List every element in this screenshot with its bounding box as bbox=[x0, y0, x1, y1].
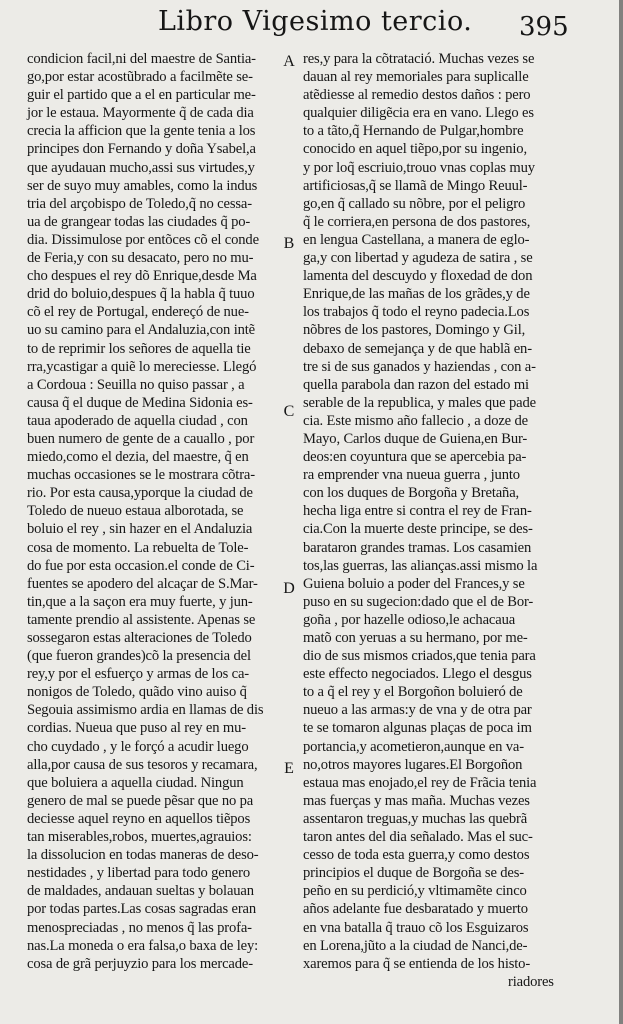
text-line: mas fuerças y mas maña. Muchas vezes bbox=[303, 792, 530, 809]
left-text-column bbox=[27, 50, 287, 973]
text-line: go,por estar acostũbrado a facilmẽte se- bbox=[27, 69, 253, 86]
text-line: puso en su sugecion:dado que el de Bor- bbox=[303, 593, 534, 610]
text-line: crecia la afficion que la gente tenia a los bbox=[27, 123, 256, 140]
text-line: ra emprender vna nueua guerra , junto bbox=[303, 467, 520, 484]
text-line: te se tomaron algunas plaças de poca im bbox=[303, 720, 532, 737]
text-line: deciesse aquel reyno en aquellos tiẽpos bbox=[27, 810, 251, 827]
text-line: de maldades, andauan sueltas y bolauan bbox=[27, 883, 254, 900]
text-line: hecha liga entre si contra el rey de Fran- bbox=[303, 503, 532, 520]
text-line: lamenta del descuydo y floxedad de don bbox=[303, 268, 533, 285]
text-line: muchas occasiones se le mostrara cõtra- bbox=[27, 467, 255, 484]
text-line: miedo,como el dezia, del maestre, q̃ en bbox=[27, 449, 249, 466]
text-line: to de reprimir los señores de aquella tie bbox=[27, 340, 251, 357]
text-line: matõ con yeruas a su hermano, por me- bbox=[303, 630, 528, 646]
text-line: go,en q̃ callado su nõbre, por el peligro bbox=[303, 195, 526, 212]
text-line: alla,por causa de sus tesoros y recamara, bbox=[27, 756, 258, 773]
text-line: nueuo a las armas:y de vna y de otra par bbox=[303, 702, 532, 719]
catchword-wrap bbox=[508, 973, 578, 991]
text-line: tria del arçobispo de Toledo,q̃ no cessa- bbox=[27, 195, 252, 212]
text-line: tin,que a la saçon era muy fuerte, y jun- bbox=[27, 593, 253, 610]
text-line: cosa de momento. La rebuelta de Tole- bbox=[27, 539, 249, 556]
text-line: xaremos para q̃ se entienda de los histo- bbox=[303, 955, 531, 972]
margin-marker-d: D bbox=[283, 580, 295, 597]
text-line: estaua mas enojado,el rey de Frãcia tenia bbox=[303, 774, 537, 791]
text-line: menospreciadas , no menos q̃ las profa- bbox=[27, 919, 252, 936]
text-line: Guiena boluio a poder del Frances,y se bbox=[303, 575, 525, 592]
text-line: que boluiera a aquella ciudad. Ningun bbox=[27, 774, 244, 791]
text-line: cho cuydado , y le forçó a acudir luego bbox=[27, 738, 249, 755]
text-line: cosa de grã perjuyzio para los mercade- bbox=[27, 955, 253, 972]
text-line: boluio el rey , sin hazer en el Andaluzia bbox=[27, 521, 253, 538]
text-line: dio de sus mismos criados,que tenia para bbox=[303, 648, 536, 665]
page-header bbox=[0, 4, 623, 44]
text-line: quella parabola dan razon del estado mi bbox=[303, 376, 529, 393]
text-line: portancia,y acometieron,aunque en va- bbox=[303, 738, 524, 755]
text-line: ser de suyo muy amables, como la indus bbox=[27, 177, 258, 194]
text-line: de Feria,y con su desacato, pero no mu- bbox=[27, 250, 254, 267]
text-line: cia.Con la muerte deste principe, se des- bbox=[303, 521, 533, 538]
text-line: principios el duque de Borgoña se des- bbox=[303, 865, 524, 882]
text-line: q̃ le corriera,en persona de dos pastores, bbox=[303, 213, 531, 230]
text-line: Segouia assimismo ardia en llamas de dis bbox=[27, 702, 264, 719]
text-line: nas.La moneda o era falsa,o baxa de ley: bbox=[27, 937, 259, 954]
text-line: fuentes se apodero del alcaçar de S.Mar- bbox=[27, 575, 258, 592]
text-line: atẽdiesse al remedio destos daños : pero bbox=[303, 87, 531, 104]
text-line: do fue por esta occasion.el conde de Ci- bbox=[27, 557, 255, 574]
text-line: cõ el rey de Portugal, endereçó de nue- bbox=[27, 304, 249, 321]
text-line: barataron grandes tramas. Los casamien bbox=[303, 539, 532, 556]
text-line: goña , por hazelle odioso,le achacaua bbox=[303, 611, 516, 628]
text-line: jor le estaua. Mayormente q̃ de cada dia bbox=[27, 105, 254, 122]
text-line: rey,y por el esfuerço y armas de los ca- bbox=[27, 666, 249, 683]
text-line: tre si de sus ganados y haziendas , con a- bbox=[303, 358, 536, 375]
text-line: cesso de toda esta guerra,y como destos bbox=[303, 847, 530, 864]
text-line: por todas partes.Las cosas sagradas eran bbox=[27, 901, 257, 918]
margin-marker-c: C bbox=[283, 403, 295, 420]
text-line: a Cordoua : Seuilla no quiso passar , a bbox=[27, 376, 245, 393]
page-number: 395 bbox=[519, 12, 569, 42]
text-line: causa q̃ el duque de Medina Sidonia es- bbox=[27, 394, 253, 411]
text-line: no,otros mayores lugares.El Borgoñon bbox=[303, 756, 523, 773]
text-line: artificiosas,q̃ se llamã de Mingo Reuul- bbox=[303, 177, 528, 194]
text-line: principes don Fernando y doña Ysabel,a bbox=[27, 141, 256, 158]
text-line: debaxo de semejança y de que hablã en- bbox=[303, 340, 532, 357]
catchword: riadores bbox=[508, 974, 554, 990]
right-text-column bbox=[303, 50, 573, 973]
text-line: to a tãto,q̃ Hernando de Pulgar,hombre bbox=[303, 123, 524, 140]
text-line: en Lorena,jũto a la ciudad de Nanci,de- bbox=[303, 937, 528, 954]
text-line: que ayudauan mucho,assi sus virtudes,y bbox=[27, 159, 255, 176]
text-line: la dissolucion en todas maneras de deso- bbox=[27, 847, 259, 864]
text-line: Enrique,de las mañas de los grãdes,y de bbox=[303, 286, 530, 303]
text-line: serable de la republica, y males que pade bbox=[303, 394, 536, 411]
text-line: tan miserables,robos, muertes,agrauios: bbox=[27, 829, 252, 846]
text-line: guir el partido que a el en particular me- bbox=[27, 87, 256, 104]
text-line: dauan al rey memoriales para suplicalle bbox=[303, 69, 529, 86]
text-line: ga,y con libertad y agudeza de satira , se bbox=[303, 250, 533, 267]
running-title: Libro Vigesimo tercio. bbox=[158, 6, 473, 37]
text-line: buen numero de gente de a cauallo , por bbox=[27, 430, 255, 447]
text-line: los trabajos q̃ todo el reyno padecia.Los bbox=[303, 304, 530, 321]
margin-marker-a: A bbox=[283, 53, 295, 70]
text-line: deos:en coyuntura que se apercebia pa- bbox=[303, 449, 527, 466]
text-line: este effecto negociados. Llego el desgus bbox=[303, 666, 532, 683]
text-line: ua de grangear todas las ciudades q̃ po- bbox=[27, 213, 251, 230]
text-line: cia. Este mismo año fallecio , a doze de bbox=[303, 412, 528, 429]
text-line: y por loq̃ escriuio,trouo vnas coplas muy bbox=[303, 159, 535, 176]
text-line: drid do boluio,despues q̃ la habla q̃ tuuo bbox=[27, 286, 255, 303]
text-line: uo su camino para el Andaluzia,con intẽ bbox=[27, 322, 255, 339]
text-line: qualquier diligẽcia era en vano. Llego es bbox=[303, 105, 534, 122]
text-line: to a q̃ el rey y el Borgoñon boluieró de bbox=[303, 684, 523, 701]
text-line: assentaron treguas,y muchas las quebrã bbox=[303, 810, 528, 827]
margin-marker-b: B bbox=[283, 235, 295, 252]
text-line: rra,ycastigar a quiẽ lo mereciesse. Llegó bbox=[27, 358, 257, 375]
text-line: años adelante fue desbaratado y muerto bbox=[303, 901, 528, 918]
text-line: genero de mal se puede pẽsar que no pa bbox=[27, 792, 254, 809]
text-line: conocido en aquel tiẽpo,por su ingenio, bbox=[303, 141, 527, 158]
text-line: rio. Por esta causa,yporque la ciudad de bbox=[27, 485, 253, 502]
text-line: taua apoderado de aquella ciudad , con bbox=[27, 412, 248, 429]
text-line: tos,las guerras, las alianças.assi mismo la bbox=[303, 557, 538, 574]
text-line: nestidades , y libertad para todo genero bbox=[27, 865, 250, 882]
text-line: cordias. Nueua que puso al rey en mu- bbox=[27, 720, 246, 737]
text-line: Mayo, Carlos duque de Guiena,en Bur- bbox=[303, 430, 528, 447]
text-line: peño en su perdició,y vltimamẽte cinco bbox=[303, 883, 527, 900]
text-line: dia. Dissimulose por entõces cõ el conde bbox=[27, 231, 259, 248]
text-line: nõbres de los pastores, Domingo y Gil, bbox=[303, 322, 526, 339]
margin-marker-e: E bbox=[284, 760, 294, 777]
text-line: cho despues el rey dõ Enrique,desde Ma bbox=[27, 268, 257, 285]
page-edge-shadow bbox=[619, 0, 623, 1024]
text-line: en lengua Castellana, a manera de eglo- bbox=[303, 231, 530, 248]
text-line: condicion facil,ni del maestre de Santia- bbox=[27, 51, 256, 67]
text-line: tamente prendio al assistente. Apenas se bbox=[27, 611, 256, 628]
text-line: (que fueron grandes)cõ la presencia del bbox=[27, 648, 251, 665]
text-line: res,y para la cõtratació. Muchas vezes se bbox=[303, 51, 535, 67]
text-line: taron antes del dia señalado. Mas el suc- bbox=[303, 829, 533, 846]
text-line: en vna batalla q̃ trauo cõ los Esguizaros bbox=[303, 919, 529, 936]
text-line: nonigos de Toledo, quãdo vino auiso q̃ bbox=[27, 684, 247, 701]
text-line: sossegaron estas alteraciones de Toledo bbox=[27, 630, 252, 646]
text-line: con los duques de Borgoña y Bretaña, bbox=[303, 485, 520, 502]
text-line: Toledo de nueuo estaua alborotada, se bbox=[27, 503, 244, 520]
